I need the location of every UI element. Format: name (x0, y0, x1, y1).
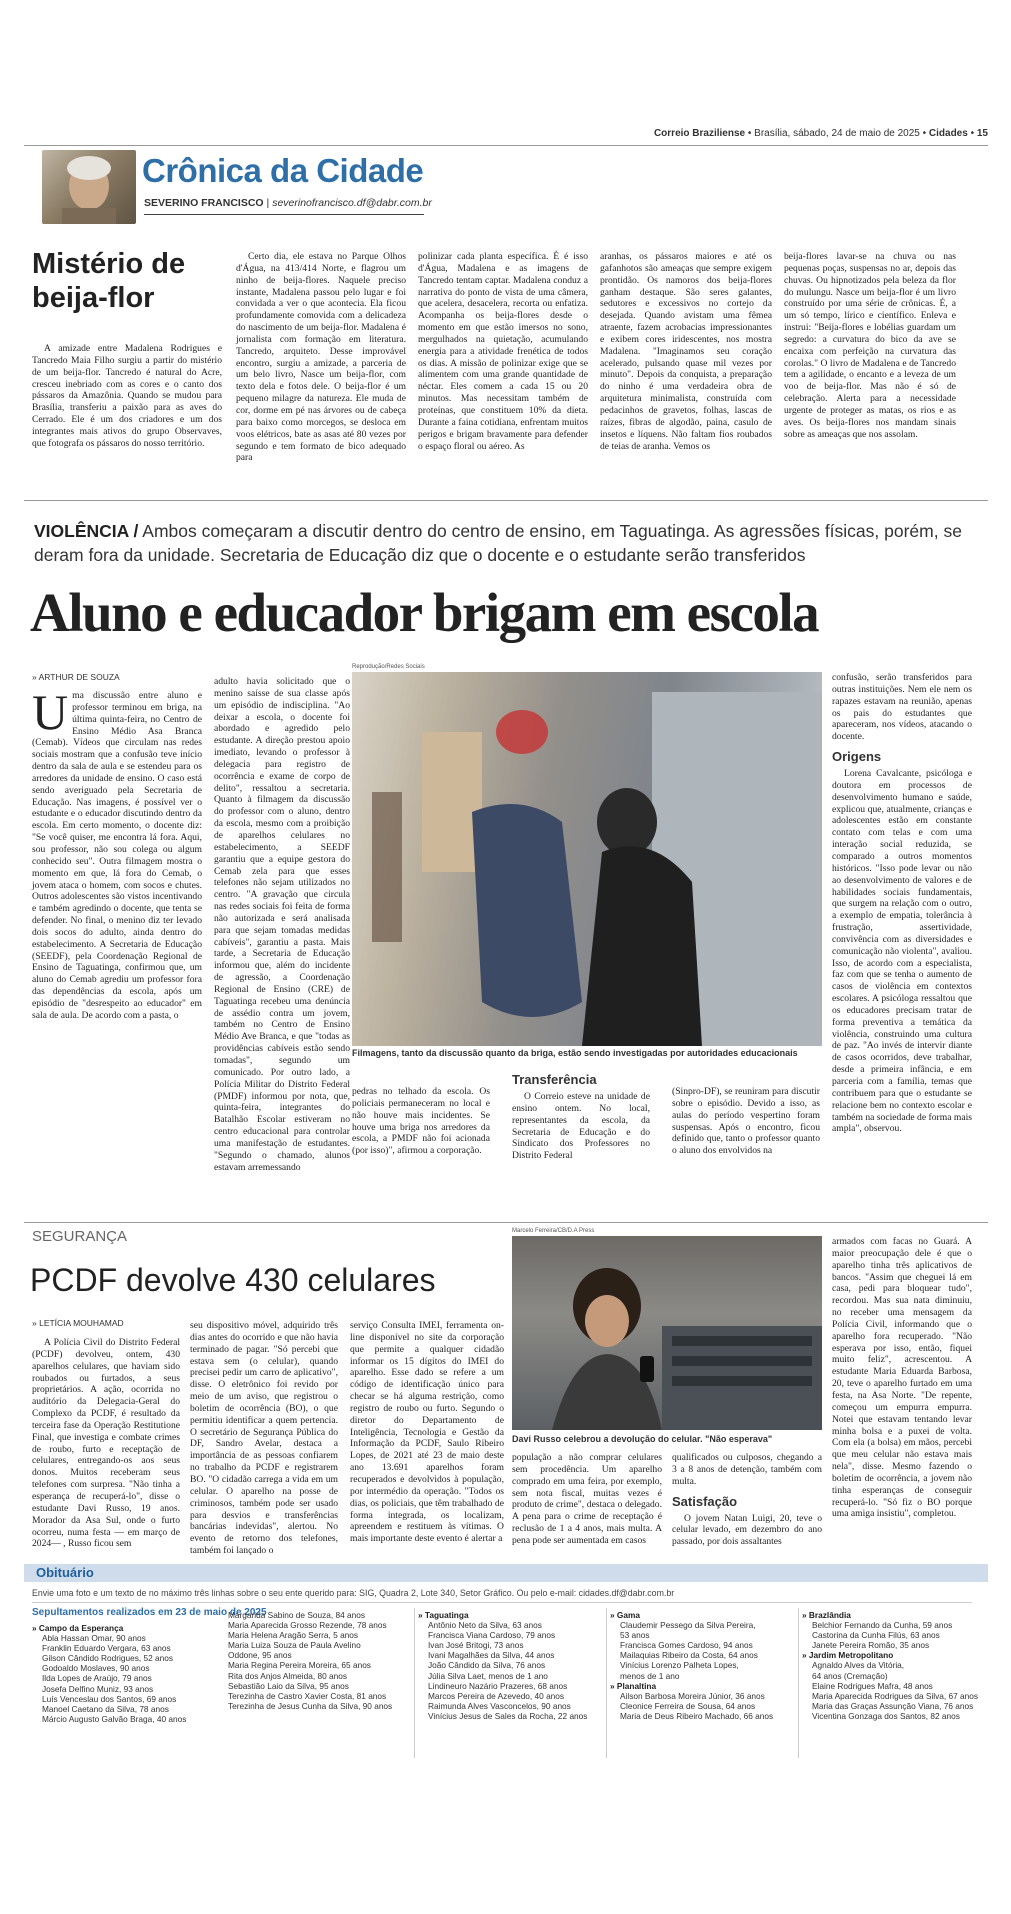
obit-entry: Lindineuro Nazário Prazeres, 68 anos (428, 1680, 568, 1691)
seguranca-headline: PCDF devolve 430 celulares (30, 1262, 436, 1298)
obit-cemetery: » Brazlândia (802, 1610, 851, 1620)
obit-entry: menos de 1 ano (620, 1670, 680, 1681)
photo-scene (512, 1236, 822, 1430)
obit-entry: Francisca Viana Cardoso, 79 anos (428, 1630, 556, 1641)
column-author-line: SEVERINO FRANCISCO | severinofrancisco.df@dabr.com.br (144, 197, 432, 209)
seguranca-kicker: SEGURANÇA (32, 1228, 128, 1245)
obit-entry: Terezinha de Castro Xavier Costa, 81 anos (228, 1690, 387, 1701)
obit-entry: Josefa Delfino Muniz, 93 anos (42, 1683, 154, 1694)
obit-entry: Godoaldo Moslaves, 90 anos (42, 1663, 150, 1674)
obit-entry: Marcos Pereira de Azevedo, 40 anos (428, 1690, 565, 1701)
davi-photo (512, 1236, 822, 1430)
violencia-kicker: VIOLÊNCIA / (34, 521, 139, 541)
violencia-headline: Aluno e educador brigam em escola (30, 582, 819, 643)
obit-col-2 (218, 1610, 408, 1711)
obituario-bar (24, 1564, 988, 1582)
obit-cemetery: » Campo da Esperança (32, 1623, 124, 1633)
subhead-origens: Origens (832, 749, 882, 765)
obit-entry: Júlia Silva Laet, menos de 1 ano (428, 1670, 548, 1681)
obit-entry: Luís Venceslau dos Santos, 69 anos (42, 1693, 177, 1704)
obit-col-5 (802, 1610, 992, 1721)
obit-entry: Francisca Gomes Cardoso, 94 anos (620, 1640, 753, 1651)
obit-entry: 64 anos (Cremação) (812, 1670, 888, 1681)
obit-entry: Márcio Augusto Galvão Braga, 40 anos (42, 1713, 187, 1724)
obit-entry: Antônio Neto da Silva, 63 anos (428, 1620, 542, 1631)
cronica-col4: aranhas, os pássaros maiores e até os gafanhotos são ameaças que sempre exigem prontidão. Os namoros dos beija-flores ganham destaque. São seres galantes, sedutores e excessivos no cortejo da desejada. Quando avistam uma fêmea atraente, fazem acrobacias impressionantes e exibem cores iridescentes, nos mostra Madalena. "Imaginamos seu coração acelerado, pulsando quase mil vezes por minuto". Depois da conquista, a preparação do ninho é uma verdadeira obra de arquitetura minimalista, construída com pedacinhos de gravetos, folhas, lascas de raízes, fibras de algodão, paina, casulo de insetos e líquens. Não faltam fios roubados de teias de aranha. Vemos os (600, 251, 772, 452)
obituario-subtitle: Sepultamentos realizados em 23 de maio de 2025 (32, 1607, 267, 1618)
violencia-deck-block (34, 519, 974, 567)
obit-entry: Manoel Caetano da Silva, 78 anos (42, 1703, 169, 1714)
seguranca-col4: população a não comprar celulares sem procedência. Um aparelho comprado em uma feira, por exemplo, sem nota fiscal, muitas vezes é produto de crime", destaca o delegado. A pena para o crime de receptação é reclusão de 1 a 4 anos, mais multa. A pena pode ser aumentada em casos (512, 1452, 662, 1546)
page-number: 15 (976, 128, 988, 139)
obit-cemetery: » Taguatinga (418, 1610, 469, 1620)
violencia-photo-credit: Reprodução/Redes Sociais (352, 664, 425, 670)
cronica-lead: A amizade entre Madalena Rodrigues e Tancredo Maia Filho surgiu a partir do mistério de um beija-flor. Tancredo é natural do Acre, cresceu inebriado com as cores e o canto dos pássaros da Amazônia. Quando se mudou para Brasília, transferiu a paixão para as aves do Cerrado. Ele é um dos criadores e um dos integrantes mais ativos do grupo Observaves, que fotografa os pássaros do nosso território. (32, 343, 222, 449)
subhead-satisfacao: Satisfação (672, 1493, 738, 1509)
paper-name: Correio Braziliense (653, 128, 746, 139)
section-name: Cidades (928, 128, 968, 139)
seguranca-col3: serviço Consulta IMEI, ferramenta on-line disponível no site da corporação que permite a qualquer cidadão informar os 15 dígitos do IMEI do aparelho. Esse dado se refere a um código de identificação único para checar se há alguma restrição, como registro de roubo ou furto. Segundo o diretor do Departamento de Inteligência, Tecnologia e Gestão da Informação da PCDF, Saulo Ribeiro Lopes, de 2021 até 23 de maio deste ano 13.691 aparelhos foram recuperados e devolvidos à população, por intermédio da operação. "Todos os dias, os policiais, que têm trabalhado de forma integrada, os localizam, apreendem e restituem às vítimas. O mais importante deste evento é alertar a (350, 1320, 504, 1545)
seguranca-col2: seu dispositivo móvel, adquirido três dias antes do ocorrido e que não havia terminado de pagar. "Só percebi que estava sem (o celular), quando precisei pedir um carro de aplicativo", disse. O eletrônico foi revido por meio de um aviso, que registrou o boletim de ocorrência (BO), o que permitiu identificar a quem pertencia. O secretário de Segurança Pública do DF, Sandro Avelar, destaca a importância de as pessoas confiarem no trabalho da PCDF e registrarem BO. "O cidadão carrega a vida em um celular. O aparelho na posse de criminosos, também pode ser usado para desvios e transferências bancárias indevidas", alertou. No evento de retorno dos telefones, também foi lançado o (190, 1320, 338, 1557)
page-header: Correio Braziliense • Brasília, sábado, 24 de maio de 2025 • Cidades • 15 (653, 128, 988, 139)
seguranca-photo-credit: Marcelo Ferreira/CB/D.A Press (512, 1228, 595, 1234)
author-portrait (42, 150, 136, 224)
violencia-col2: adulto havia solicitado que o menino saísse de sua classe após um episódio de indisciplina. "Ao deixar a escola, o docente foi abordado e agredido pelo estudante. A direção prestou apoio imediato, levando o professor à delegacia para registro de ocorrência e exame de corpo de delito", ressaltou a secretaria. Quanto à filmagem da discussão do professor com o aluno, dentro da escola, mesmo com a proibição de aparelhos celulares no estabelecimento, a SEEDF garantiu que a equipe gestora do Cemab zela para que esses telefones não sejam utilizados no centro. "A gravação que circula nas redes sociais foi feita de forma não autorizada e será analisada para que sejam tomadas medidas cabíveis", garantiu a pasta. Mais tarde, a Secretaria de Educação informou que, além do incidente de agressão, a Coordenação Regional de Ensino (CRE) de Taguatinga recebeu uma denúncia de assédio contra um jovem, também no Centro de Ensino Médio Ave Branca, e que "todas as providências cabíveis estão sendo tomadas", segundo um comunicado. Por outro lado, a Polícia Militar do Distrito Federal (PMDF) informou por nota, que, quinta-feira, integrantes do Batalhão Escolar estiveram no centro educacional para controlar uma manifestação de estudantes. "Segundo o chamado, alunos estavam arremessando (214, 676, 350, 1173)
violencia-byline: » ARTHUR DE SOUZA (32, 672, 120, 682)
place-date: Brasília, sábado, 24 de maio de 2025 (754, 128, 920, 139)
violencia-col3: pedras no telhado da escola. Os policiais permaneceram no local e não houve mais incidentes. Se houve uma briga nos arredores da escola, a PMDF não foi acionada (por isso)", afirmou a corporação. (352, 1086, 490, 1157)
violencia-deck: Ambos começaram a discutir dentro do centro de ensino, em Taguatinga. As agressões físicas, porém, se deram fora da unidade. Secretaria de Educação diz que o docente e o estudante serão transferidos (34, 521, 962, 565)
portrait-icon (42, 150, 136, 224)
obit-cemetery: » Jardim Metropolitano (802, 1650, 894, 1661)
obit-entry: Sebastião Laio da Silva, 95 anos (228, 1680, 349, 1691)
violencia-col1: U ma discussão entre aluno e professor terminou em briga, na última quinta-feira, no Centro de Ensino Médio Asa Branca (Cemab). Vídeos que circulam nas redes sociais mostram que a confusão teve início dentro da sala de aula e se estendeu para os arredores da unidade de ensino. O caso está sendo averiguado pela Secretaria de Educação. Nas imagens, é possível ver o estudante e o educador discutindo dentro da escola. Em certo momento, o docente diz: "Se você quiser, me encontra lá fora. Aqui, sou professor, não sou colega ou algum conhecido seu". Outra filmagem mostra o momento em que, lá fora do Cemab, o jovem ataca o homem, com socos e chutes. Outros adolescentes são vistos incentivando e também agredindo o docente, que tenta se defender. No final, o menino diz ter levado dois socos do adulto, ainda dentro do estabelecimento. A Secretaria de Educação (SEEDF), pela Coordenação Regional de Ensino de Taguatinga, confirmou que, um aluno do Cemab agrediu um professor fora das dependências da escola, após um episódio de "desrespeito ao educador" em sala de aula. De acordo com a pasta, o (32, 684, 202, 1021)
obit-entry: Agnaldo Alves da Vitória, (812, 1660, 905, 1671)
cronica-title: Mistério de beija-flor (32, 248, 186, 314)
obit-entry: Gilson Cândido Rodrigues, 52 anos (42, 1653, 173, 1664)
obit-col-1 (32, 1623, 212, 1724)
obit-entry: Mailaquias Ribeiro da Costa, 64 anos (620, 1650, 758, 1661)
obit-cemetery: » Planaltina (610, 1680, 657, 1691)
obit-entry: Maria de Deus Ribeiro Machado, 66 anos (620, 1710, 774, 1721)
obit-entry: Cleonice Ferreira de Sousa, 64 anos (620, 1700, 756, 1711)
obit-entry: Ailson Barbosa Moreira Júnior, 36 anos (620, 1690, 765, 1701)
obit-entry: Terezinha de Jesus Cunha da Silva, 90 anos (228, 1700, 393, 1711)
obit-entry: Maria Luiza Souza de Paula Avelino (228, 1640, 361, 1651)
obit-col-4 (610, 1610, 794, 1721)
obit-entry: Claudemir Pessego da Silva Pereira, (620, 1620, 756, 1631)
obituario-title: Obituário (36, 1565, 94, 1580)
obit-entry: Ilda Lopes de Araújo, 79 anos (42, 1673, 152, 1684)
cronica-col5: beija-flores lavar-se na chuva ou nas pequenas poças, suspensas no ar, depois das chuvas. Ou hipnotizados pela beleza da flor do mulungu. Nasce um beija-flor é um livro construído por uma série de crônicas. É, a um só tempo, lírico e científico. Enleva e instrui: "Beija-flores e lobélias guardam um segredo: a curvatura do bico da ave se encaixa com perfeição na curvatura das corolas." O livro de Madalena e de Tancredo tem a agilidade, o encanto e a leveza de um voo de beija-flor. Mas não é só de celebração. Alerta para a necessidade urgente de proteger as matas, os rios e as aves. Os beija-flores nos mandam sinais sobre as ameaças que nos assolam. (784, 251, 956, 440)
author-email: severinofrancisco.df@dabr.com.br (272, 197, 432, 209)
obit-entry: Elaine Rodrigues Mafra, 48 anos (812, 1680, 933, 1691)
subhead-transferencia: Transferência (512, 1072, 597, 1087)
seguranca-col6: armados com facas no Guará. A maior preocupação dele é que o aparelho tinha três aplicativos de bancos. "Assim que cheguei lá em casa, pedi para bloquear tudo", recordou. Mas sua nata diminuiu, no receber uma mensagem da Polícia Civil, informando que o aparelho fora recuperado. "Não esperava por isso, então, fiquei muito feliz", acrescentou. A estudante Maria Eduarda Barbosa, 20, teve o aparelho furtado em uma festa, na Asa Norte. "De repente, começou um empurra empurra. Notei que estavam tentando levar minha bolsa e a puxei de volta. Com ela (a bolsa) em mãos, percebi que meu celular não estava mais nela", disse. Mesmo fazendo o boletim de ocorrência, a jovem não tinha esperanças de conseguir recuperá-lo. "Só fiz o BO porque uma amiga insistiu", completou. (832, 1236, 972, 1520)
cronica-col3: polinizar cada planta específica. É é isso d'Água, Madalena e as imagens de Tancredo tentam captar. Madalena conduz a narrativa do ponto de vista de uma câmera, que acelera, desacelera, recorta ou enfatiza. Acompanha os beija-flores desde o momento em que estão imersos no sono, mergulhados na quietação, acumulando energia para a atividade frenética de todos os dias. A missão de polinizar exige que se alimentem com uma grande quantidade de néctar. Eles comem a cada 15 ou 20 minutos. Mas necessitam também de proteínas, que constituem 10% da dieta. Durante a faina cotidiana, enfrentam muitos perigos e brigam bravamente para defender o espaço floral ou aéreo. As (418, 251, 588, 452)
obit-entry: Castorina da Cunha Filús, 63 anos (812, 1630, 940, 1641)
dropcap: U (32, 684, 69, 740)
obit-entry: Ivan José Britogi, 73 anos (428, 1640, 524, 1651)
cronica-col2: Certo dia, ele estava no Parque Olhos d'Água, na 413/414 Norte, e flagrou um ninho de beija-flores. Naquele preciso instante, Madalena passou pelo lugar e foi convidada a ver o que acontecia. Ela ficou profundamente comovida com a delicadeza do nascimento de um beija-flor. Madalena é jornalista com formação em literatura. Tancredo, arquiteto. Desse improvável encontro, surgiu a amizade, a parceria de um belo livro, Nasce um beija-flor, com texto dela e fotos dele. O beija-flor é um pequeno milagre da natureza. Ele muda de cor, dorme em pé nas árvores ou de cabeça para baixo como morcegos, se desloca em voos elétricos, bate as asas até 80 vezes por segundo e tem formato de bico adequado para (236, 251, 406, 464)
obit-entry: 53 anos (620, 1630, 650, 1641)
obit-entry: Janete Pereira Romão, 35 anos (812, 1640, 930, 1651)
violencia-col5: (Sinpro-DF), se reuniram para discutir sobre o episódio. Devido a isso, as aulas do período vespertino foram suspensas. Após o encontro, ficou definido que, tanto o professor quanto o aluno dos envolvidos na (672, 1086, 820, 1157)
obit-col-3 (418, 1610, 602, 1721)
obit-entry: Rita dos Anjos Almeida, 80 anos (228, 1670, 347, 1681)
obituario-instructions: Envie uma foto e um texto de no máximo três linhas sobre o seu ente querido para: SIG, Quadra 2, Lote 340, Setor Gráfico. Ou pelo e-mail: cidades.df@dabr.com.br (32, 1588, 675, 1598)
obit-entry: Vicentina Gonzaga dos Santos, 82 anos (812, 1710, 960, 1721)
obit-entry: Abla Hassan Omar, 90 anos (42, 1633, 146, 1644)
obit-entry: Maria das Graças Assunção Viana, 76 anos (812, 1700, 974, 1711)
obit-entry: Maria Aparecida Grosso Rezende, 78 anos (228, 1620, 387, 1631)
transferencia-block: Transferência O Correio esteve na unidade de ensino ontem. No local, representantes da escola, da Secretaria de Educação e do Sindicato dos Professores no Distrito Federal (512, 1072, 650, 1162)
seguranca-col1: A Polícia Civil do Distrito Federal (PCDF) devolveu, ontem, 430 aparelhos celulares, que haviam sido roubados ou furtados, a seus proprietários. A ação, ocorrida no auditório da Delegacia-Geral do Complexo da PCDF, é resultado da terceira fase da Operação Restitutione Final, que investiga e combate crimes de roubo, furto e receptação de celulares, entregando-os aos seus donos. Muitos receberam seus telefones com surpresa. "Não tinha a esperança de recuperá-lo", disse o estudante Davi Russo, 19 anos. Morador da Asa Sul, onde o furto ocorreu, numa festa — em março de 2024— , Russo ficou sem (32, 1337, 180, 1550)
fight-photo (352, 672, 822, 1046)
obit-entry: Vinícius Jesus de Sales da Rocha, 22 anos (428, 1710, 588, 1721)
obit-entry: Vinícius Lorenzo Palheta Lopes, (620, 1660, 739, 1671)
obit-entry: Margarida Sabino de Souza, 84 anos (228, 1610, 365, 1620)
satisfacao-block: qualificados ou culposos, chegando a 3 a 8 anos de detenção, também com multa. Satisfação O jovem Natan Luigi, 20, teve o celular levado, em dezembro do ano passado, por dois assaltantes (672, 1452, 822, 1548)
obit-entry: Belchior Fernando da Cunha, 59 anos (812, 1620, 953, 1631)
obit-entry: Maria Regina Pereira Moreira, 65 anos (228, 1660, 371, 1671)
obit-entry: Ivani Magalhães da Silva, 44 anos (428, 1650, 555, 1661)
violencia-photo-caption: Filmagens, tanto da discussão quanto da briga, estão sendo investigadas por autoridades educacionais (352, 1048, 798, 1058)
obit-entry: Maria Helena Aragão Serra, 5 anos (228, 1630, 359, 1641)
obit-entry: João Cândido da Silva, 76 anos (428, 1660, 546, 1671)
obit-entry: Raimunda Alves Vasconcelos, 90 anos (428, 1700, 571, 1711)
obit-entry: Franklin Eduardo Vergara, 63 anos (42, 1643, 171, 1654)
column-title: Crônica da Cidade (142, 152, 424, 189)
seguranca-photo-caption: Davi Russo celebrou a devolução do celular. "Não esperava" (512, 1434, 773, 1444)
obit-cemetery: » Gama (610, 1610, 640, 1620)
obit-entry: Oddone, 95 anos (228, 1650, 292, 1661)
violencia-col6: confusão, serão transferidos para outras instituições. Nem ele nem os rapazes estavam na reunião, apenas os pais do estudantes que apareceram, nos vídeos, atacando o docente. Origens Lorena Cavalcante, psicóloga e doutora em processos de desenvolvimento humano e saúde, explicou que, atualmente, crianças e adolescentes estão em constante contato com telas e com uma interação social reduzida, se comparado a outros momentos históricos. "Isso pode levar ou não ao desenvolvimento de valores e de habilidades sociais fundamentais, que surgem na relação com o outro, a exemplo de empatia, tolerância à frustração, assertividade, convivência com as diversidades e comunicação não violenta", avaliou. Isso, de acordo com a especialista, faz com que se tenha o aumento de casos de violência em contextos escolares. A psicóloga ressaltou que os educadores precisam tratar de forma preventiva a temática da violência, construindo uma cultura de paz. "Ao invés de intervir diante de casos ocorridos, deve trabalhar, desde a primeira infância, e em parceria com a família, temas que contribuem para que o estudante se relacione bem no contexto escolar e também na sociedade de forma mais ampla", observou. (832, 672, 972, 1135)
obit-entry: Maria Aparecida Rodrigues da Silva, 67 anos (812, 1690, 979, 1701)
column-author: SEVERINO FRANCISCO (144, 197, 264, 209)
photo-scene (352, 672, 822, 1046)
seguranca-byline: » LETÍCIA MOUHAMAD (32, 1318, 124, 1328)
